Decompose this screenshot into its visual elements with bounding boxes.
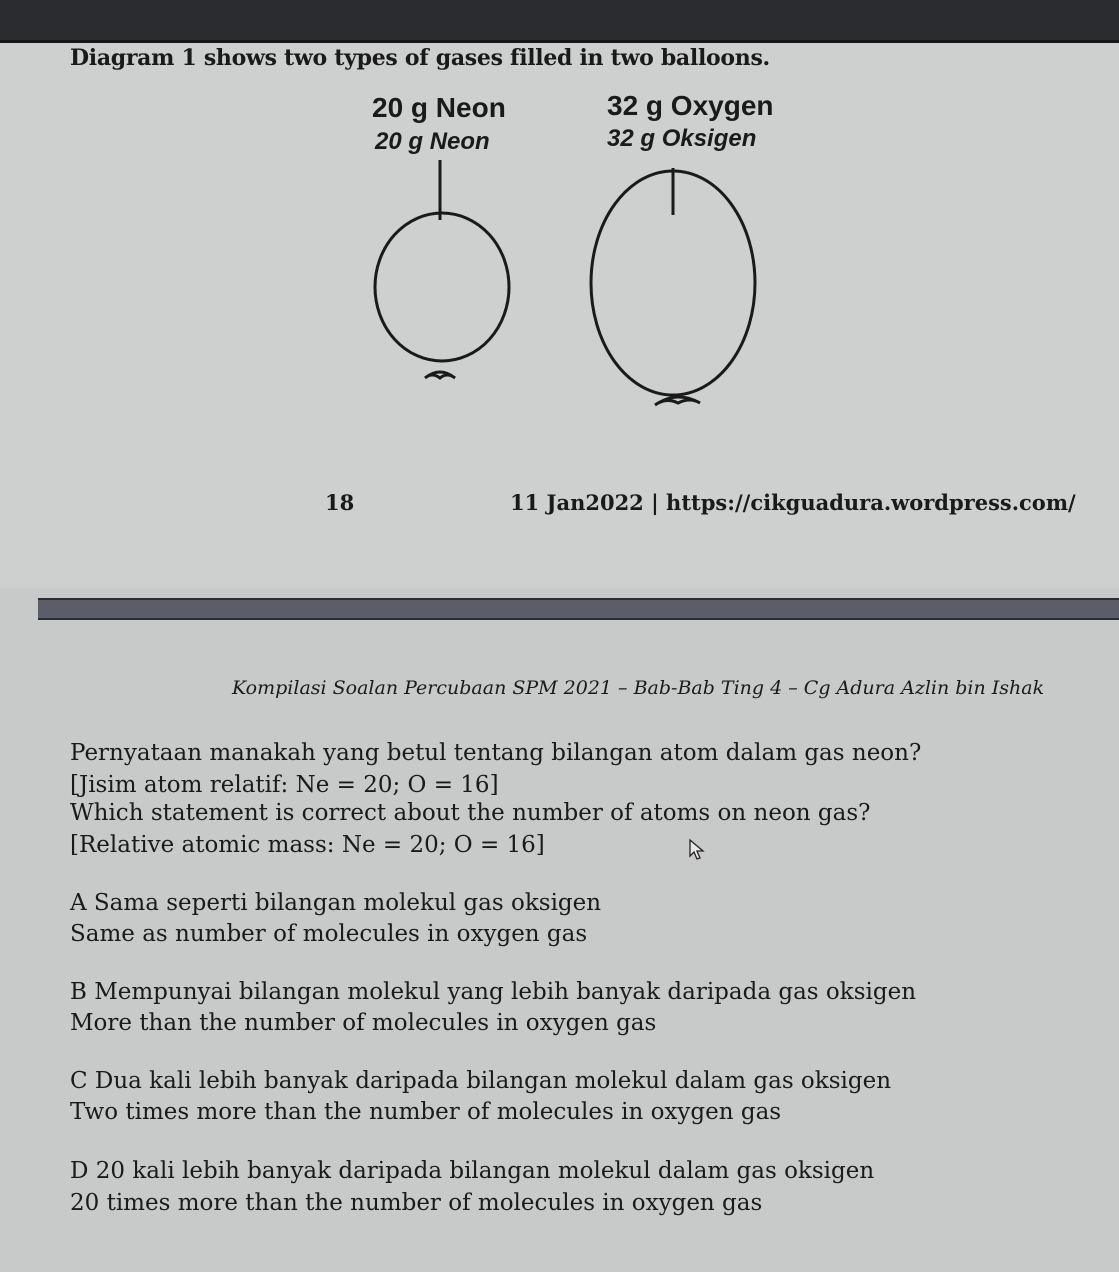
page-number: 18 — [325, 490, 355, 515]
relative-atomic-mass-ms: [Jisim atom relatif: Ne = 20; O = 16] — [70, 772, 499, 798]
page-divider — [38, 598, 1119, 620]
question-ms: Pernyataan manakah yang betul tentang bilangan atom dalam gas neon? — [70, 740, 922, 766]
option-c-ms: C Dua kali lebih banyak daripada bilangan molekul dalam gas oksigen — [70, 1068, 892, 1094]
relative-atomic-mass-en: [Relative atomic mass: Ne = 20; O = 16] — [70, 832, 545, 858]
option-d-ms: D 20 kali lebih banyak daripada bilangan molekul dalam gas oksigen — [70, 1158, 875, 1184]
balloons-diagram — [0, 0, 1119, 460]
neon-balloon — [375, 160, 509, 378]
page-header: Kompilasi Soalan Percubaan SPM 2021 – Bab-Bab Ting 4 – Cg Adura Azlin bin Ishak — [232, 677, 1045, 699]
diagram-intro: Diagram 1 shows two types of gases filled in two balloons. — [70, 45, 770, 71]
balloon-oxygen-label-ms: 32 g Oksigen — [607, 125, 757, 152]
option-b-ms: B Mempunyai bilangan molekul yang lebih banyak daripada gas oksigen — [70, 979, 917, 1005]
option-b-en: More than the number of molecules in oxygen gas — [70, 1010, 657, 1036]
mouse-cursor-icon — [688, 838, 710, 862]
oxygen-balloon — [591, 168, 755, 405]
balloon-neon-label-en: 20 g Neon — [372, 92, 506, 123]
option-a-ms: A Sama seperti bilangan molekul gas oksigen — [70, 890, 602, 916]
page-footer: 11 Jan2022 | https://cikguadura.wordpress.com/ — [510, 490, 1076, 515]
question-en: Which statement is correct about the number of atoms on neon gas? — [70, 800, 871, 826]
option-c-en: Two times more than the number of molecules in oxygen gas — [70, 1099, 782, 1125]
option-d-en: 20 times more than the number of molecules in oxygen gas — [70, 1190, 763, 1216]
balloon-neon-label-ms: 20 g Neon — [375, 128, 490, 155]
option-a-en: Same as number of molecules in oxygen gas — [70, 921, 588, 947]
balloon-oxygen-label-en: 32 g Oxygen — [607, 90, 774, 121]
